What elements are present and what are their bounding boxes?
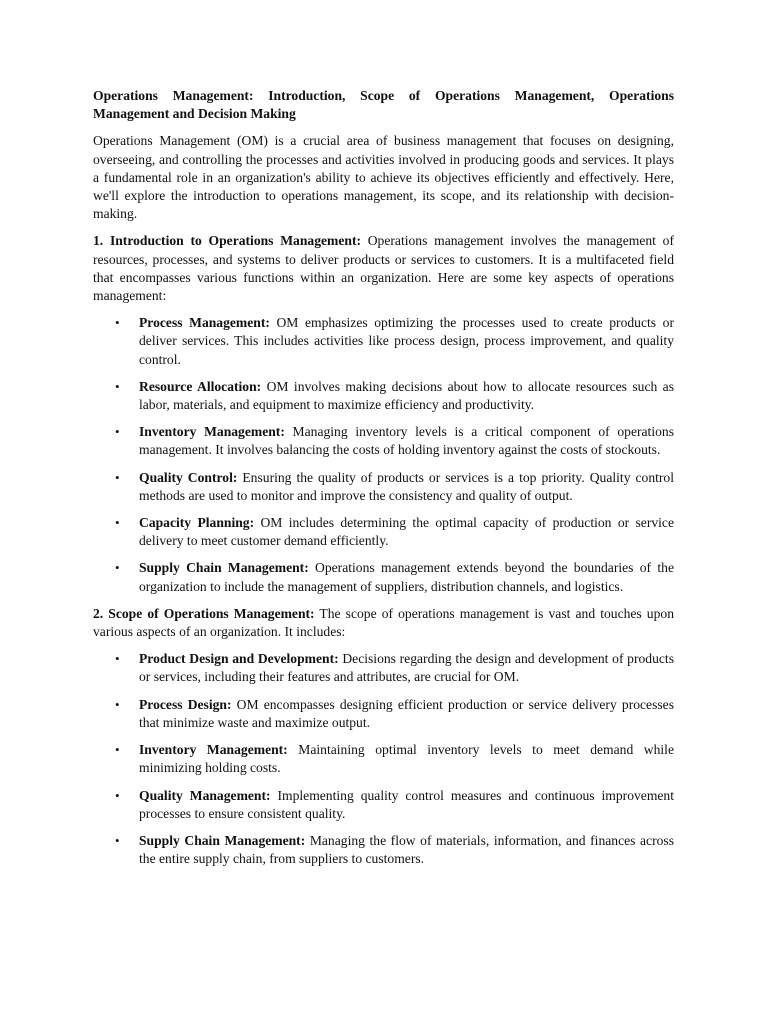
list-item [93, 787, 674, 823]
list-item [93, 314, 674, 369]
section-2-text: The scope of operations management is vast and touches upon various aspects of an organization. It includes: [93, 605, 674, 640]
list-item-text: OM encompasses designing efficient production or service delivery processes that minimize waste and maximize output. [139, 696, 674, 730]
list-item-label: Supply Chain Management: [139, 832, 306, 848]
bullet-icon: • [115, 787, 120, 803]
list-item [93, 423, 674, 459]
bullet-icon: • [115, 469, 120, 485]
list-item-text: Managing inventory levels is a critical component of operations management. It involves balancing the costs of holding inventory against the costs of stockouts. [139, 424, 674, 458]
list-item-label: Inventory Management: [139, 424, 285, 440]
bullet-icon: • [115, 315, 120, 331]
list-item-label: Resource Allocation: [139, 378, 262, 394]
bullet-icon: • [115, 832, 120, 848]
section-1-text: Operations management involves the management of resources, processes, and systems to deliver products or services to customers. It is a multifaceted field that encompasses various functions within an organization. Here are some key aspects of operations management: [93, 233, 674, 304]
list-item-text: OM involves making decisions about how to allocate resources such as labor, materials, and equipment to maximize efficiency and productivity. [139, 378, 675, 413]
section-2-paragraph [93, 605, 674, 641]
list-item [93, 696, 674, 732]
list-item-text: Ensuring the quality of products or services is a top priority. Quality control methods are used to monitor and improve the consistency and quality of output. [139, 469, 674, 503]
section-1-list [93, 314, 674, 596]
intro-paragraph: Operations Management (OM) is a crucial area of business management that focuses on designing, overseeing, and controlling the processes and activities involved in producing goods and services. It plays a fundamental role in an organization's ability to achieve its objectives efficiently and effectively. Here, we'll explore the introduction to operations management, its scope, and its relationship with decision-making. [93, 133, 674, 222]
list-item [93, 832, 674, 868]
section-2-list [93, 650, 674, 868]
list-item-text: Implementing quality control measures and continuous improvement processes to ensure consistent quality. [139, 787, 675, 821]
list-item-label: Product Design and Development: [139, 651, 339, 667]
bullet-icon: • [115, 560, 120, 576]
list-item [93, 514, 674, 550]
list-item-label: Quality Control: [139, 469, 238, 485]
list-item-text: Operations management extends beyond the boundaries of the organization to include the management of suppliers, distribution channels, and logistics. [139, 560, 674, 594]
list-item-text: Decisions regarding the design and development of products or services, including their features and attributes, are crucial for OM. [139, 651, 674, 685]
list-item-label: Quality Management: [139, 787, 271, 803]
bullet-icon: • [115, 696, 120, 712]
bullet-icon: • [115, 515, 120, 531]
list-item-label: Inventory Management: [139, 742, 288, 758]
section-1-paragraph [93, 232, 674, 305]
list-item-text: Managing the flow of materials, information, and finances across the entire supply chain, from suppliers to customers. [139, 832, 674, 867]
list-item [93, 559, 674, 595]
list-item-label: Process Management: [139, 315, 270, 331]
list-item-text: OM includes determining the optimal capacity of production or service delivery to meet customer demand efficiently. [139, 515, 674, 549]
section-1-heading: 1. Introduction to Operations Management: [93, 233, 361, 249]
list-item [93, 378, 674, 414]
list-item [93, 469, 674, 505]
list-item-text: OM emphasizes optimizing the processes used to create products or deliver services. This includes activities like process design, process improvement, and quality control. [139, 315, 674, 367]
bullet-icon: • [115, 378, 120, 394]
section-2-heading: 2. Scope of Operations Management: [93, 605, 315, 621]
bullet-icon: • [115, 651, 120, 667]
list-item-label: Supply Chain Management: [139, 560, 309, 576]
bullet-icon: • [115, 742, 120, 758]
list-item [93, 741, 674, 777]
list-item-label: Process Design: [139, 696, 232, 712]
list-item [93, 650, 674, 686]
list-item-label: Capacity Planning: [139, 515, 255, 531]
bullet-icon: • [115, 424, 120, 440]
list-item-text: Maintaining optimal inventory levels to meet demand while minimizing holding costs. [139, 742, 674, 776]
document-title: Operations Management: Introduction, Scope of Operations Management, Operations Management and Decision Making [93, 88, 674, 122]
